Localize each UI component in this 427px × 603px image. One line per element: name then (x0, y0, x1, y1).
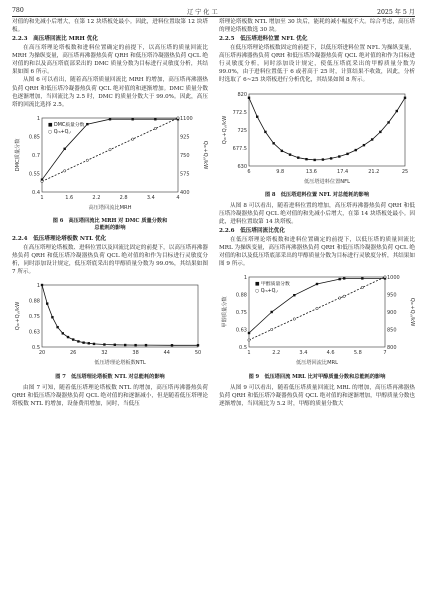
data-point (62, 333, 64, 335)
x-tick-label: 1 (247, 350, 251, 357)
legend-entry: ■ 甲醇质量分数 (255, 282, 290, 288)
figure-9 (219, 271, 415, 370)
data-point (363, 144, 365, 146)
data-point (293, 318, 295, 320)
section-heading: 2.2.4 低压塔理论塔板数 NTL 优化 (12, 236, 107, 243)
y-tick-label: 0.5 (239, 345, 247, 352)
y2-tick-label: 800 (387, 345, 397, 352)
figure-7-caption: 图 7 低压塔理论塔板数 NTL 对总能耗的影响 (55, 373, 165, 380)
y-tick-label: 0.63 (235, 327, 247, 334)
x-tick-label: 9.8 (276, 168, 285, 175)
data-point (154, 118, 156, 120)
data-point (171, 345, 173, 347)
data-point (338, 155, 340, 157)
y2-tick-label: 1100 (180, 116, 193, 123)
x-axis-label: 低压塔理论塔板数NTL (94, 360, 146, 367)
data-point (338, 297, 340, 299)
page-number: 780 (12, 7, 24, 14)
x-tick-label: 25 (401, 168, 409, 175)
y-tick-label: 630 (237, 163, 247, 170)
data-point (248, 332, 250, 334)
data-point (281, 149, 283, 151)
data-point (77, 341, 79, 343)
legend-entry: ○ Qᵣₕ+Q꜀ₗ (255, 289, 278, 295)
paragraph: 由图 7 可知，随着低压塔理论塔板数 NTL 的增加，高压塔再沸器热负荷 QRH 和低压塔冷凝器热负荷 QCL 绝对值的和逐渐减小，但是随着低压塔理论塔板数 NTL 的增加，设备费用增加，同时，当低压 (12, 384, 208, 408)
data-point (72, 339, 74, 341)
data-point (396, 109, 398, 111)
data-point (343, 296, 345, 298)
right-column (219, 18, 415, 408)
section-heading: 2.2.5 低压塔进料位置 NFL 优化 (219, 36, 308, 43)
legend-entry: ■ DMC质量分数 (48, 123, 85, 129)
data-point (355, 149, 357, 151)
y-tick-label: 677.5 (232, 145, 247, 152)
data-point (46, 303, 48, 305)
x-tick-label: 26 (70, 350, 77, 357)
issue-date: 2025 年 5 月 (377, 9, 415, 16)
fig9-chart (219, 271, 415, 367)
paragraph: 在高压塔理论塔板数和进料位置确定的前提下，以高压塔的质量回流比 MRH 为操纵变量，高压塔再沸器热负荷 QRH 和低压塔冷凝器热负荷 QCL 绝对值的和以及高压塔底部采出的 DMC 质量分数为目标进行灵敏度分析，其结果如图 6 所示。 (12, 44, 208, 76)
plot-frame (249, 277, 385, 347)
y-tick-label: 0.7 (32, 153, 40, 160)
x-tick-label: 50 (194, 350, 202, 357)
paragraph: 从图 8 可以看出，随着进料位置的增加，高压塔再沸器热负荷 QRH 和低压塔冷凝器热负荷 QCL 绝对值的和先减小后增大，在第 14 块塔板处最小。因此，进料位置取第 14 块塔板。 (219, 202, 415, 226)
y-tick-label: 0.75 (235, 310, 247, 317)
y2-tick-label: 575 (180, 171, 190, 178)
y-tick-label: 1 (36, 116, 40, 123)
x-tick-label: 5.8 (353, 350, 362, 357)
x-tick-label: 38 (132, 350, 139, 357)
data-point (109, 149, 111, 151)
y2-tick-label: 925 (180, 134, 190, 141)
x-tick-label: 17.4 (337, 168, 349, 175)
plot-frame (42, 285, 198, 347)
y-tick-label: 772.5 (232, 109, 247, 116)
data-point (264, 130, 266, 132)
data-point (131, 138, 133, 140)
data-point (41, 284, 43, 286)
x-tick-label: 1 (40, 195, 44, 202)
x-tick-label: 21.2 (368, 168, 380, 175)
x-tick-label: 20 (38, 350, 46, 357)
data-point (316, 308, 318, 310)
data-point (256, 115, 258, 117)
section-heading: 2.2.3 高压塔回流比 MRH 优化 (12, 36, 98, 43)
data-point (289, 153, 291, 155)
data-point (86, 123, 88, 125)
data-point (248, 339, 250, 341)
series-line (42, 285, 198, 345)
x-tick-label: 32 (101, 350, 108, 357)
series-line (249, 97, 405, 159)
x-tick-label: 2.8 (119, 195, 128, 202)
data-point (371, 138, 373, 140)
y2-axis-label: Qᵣₕ+Q꜀ₗ/kW (202, 140, 208, 170)
data-point (114, 344, 116, 346)
data-point (387, 121, 389, 123)
y-tick-label: 0.88 (235, 292, 247, 299)
data-point (361, 287, 363, 289)
paragraph: 从图 6 可以看出，随着高压塔质量回流比 MRH 的增加，高压塔再沸器热负荷 QRH 和低压塔冷凝器热负荷 QCL 绝对值的和逐渐增加。DMC 质量分数也逐渐增加，当回流比为 2.5 时，DMC 的质量分数大于 99.0%。因此，高压塔的回流比选择 2.5。 (12, 77, 208, 109)
x-axis-label: 高压塔回流比MRH (88, 205, 132, 212)
y-axis-label: Qᵣₕ+Q꜀ₗ/kW (15, 302, 21, 331)
data-point (384, 276, 386, 278)
paragraph: 在高压塔理论塔板数、进料位置以及回流比固定的前提下，以高压塔再沸器热负荷 QRH 和低压塔冷凝器热负荷 QCL 绝对值的和作为目标进行灵敏度分析，同时添加设计规定，低压塔底采出的甲醇质量分数为 99.0%，其结果如图 7 所示。 (12, 244, 208, 276)
data-point (404, 96, 406, 98)
fig8-chart (219, 88, 415, 186)
x-tick-label: 1.6 (65, 195, 74, 202)
figure-9-caption: 图 9 低压塔回流 MRL 比对甲醇质量分数和总能耗的影响 (248, 373, 386, 380)
y-tick-label: 0.88 (28, 298, 40, 305)
data-point (270, 329, 272, 331)
data-point (346, 152, 348, 154)
y2-tick-label: 400 (180, 190, 190, 197)
data-point (86, 159, 88, 161)
paragraph: 塔理论塔板数 NTL 增加至 30 块后，能耗的减小幅度不大。综合考虑，高压塔的理论塔板数选 30 块。 (219, 19, 415, 34)
data-point (51, 316, 53, 318)
data-point (361, 278, 363, 280)
y2-tick-label: 1000 (387, 275, 400, 282)
data-point (93, 343, 95, 345)
data-point (88, 343, 90, 345)
paragraph: 从图 9 可以看出，随着低压塔质量回流比 MRL 的增加，高压塔再沸器热负荷 QRH 和低压塔冷凝器热负荷 QCL 绝对值的和逐渐增加，甲醇质量分数也逐渐增加，当回流比为 5.2 时，甲醇的质量分数大 (219, 384, 415, 408)
paragraph: 在低压塔理论塔板数和进料位置确定的前提下，以低压塔的质量回流比 MRL 为操纵变量，高压塔再沸器热负荷 QRH 和低压塔冷凝器热负荷 QCL 绝对值的和以及低压塔底部采出的甲醇质量分数为目标进行灵敏度分析，其结果如图 9 所示。 (219, 236, 415, 268)
paragraph: 在低压塔理论塔板数固定的前提下，以低压塔进料位置 NFL 为操纵变量，高压塔再沸器热负荷 QRH 和低压塔冷凝器热负荷 QCL 绝对值的和作为目标进行灵敏度分析，同时添加设计规定，使低压塔底采出的甲醇质量分数为 99.0%，由于进料位置低于 6 或者高于 25 时，计算结果不收敛，因此，分析时选取了 6~25 块塔板进行分析优化，其结果如图 8 所示。 (219, 44, 415, 84)
figure-6-caption: 图 6 高压塔回流比 MRH 对 DMC 质量分数和 总能耗的影响 (52, 218, 168, 232)
data-point (293, 294, 295, 296)
data-point (103, 344, 105, 346)
data-point (330, 157, 332, 159)
x-tick-label: 4.6 (326, 350, 335, 357)
y-tick-label: 0.55 (28, 171, 40, 178)
y-tick-label: 1 (243, 275, 247, 282)
fig7-chart (12, 279, 208, 367)
data-point (131, 118, 133, 120)
x-tick-label: 13.6 (305, 168, 317, 175)
data-point (109, 118, 111, 120)
data-point (145, 344, 147, 346)
x-axis-label: 低压塔回流比MRL (295, 360, 339, 367)
x-tick-label: 3.4 (146, 195, 155, 202)
data-point (343, 278, 345, 280)
x-tick-label: 2.2 (92, 195, 101, 202)
y2-tick-label: 900 (387, 310, 397, 317)
y2-tick-label: 950 (387, 292, 397, 299)
data-point (297, 156, 299, 158)
y-tick-label: 0.75 (28, 314, 40, 321)
y-tick-label: 820 (237, 91, 247, 98)
legend-entry: ○ Qᵣₕ+Q꜀ₗ (48, 130, 71, 136)
figure-8-caption: 图 8 低压塔进料位置 NFL 对总能耗的影响 (264, 191, 370, 198)
data-point (134, 344, 136, 346)
data-point (313, 158, 315, 160)
data-point (41, 180, 43, 182)
paragraph: 对值的和先减小后增大，在第 12 块塔板处最小。因此，进料位置取第 12 块塔板。 (12, 19, 208, 34)
data-point (270, 311, 272, 313)
data-point (248, 96, 250, 98)
y-tick-label: 725 (237, 127, 247, 134)
y-axis-label: 甲醇质量分数 (222, 296, 228, 329)
data-point (322, 158, 324, 160)
y2-axis-label: Qᵣₕ+Q꜀ₗ/kW (409, 298, 415, 327)
y-axis-label: Qᵣₕ+Q꜀ₗ/kW (222, 115, 228, 144)
x-tick-label: 2.2 (272, 350, 281, 357)
data-point (379, 130, 381, 132)
y-tick-label: 0.63 (28, 329, 40, 336)
fig6-chart (12, 112, 208, 212)
y2-tick-label: 850 (387, 327, 397, 334)
x-tick-label: 3.4 (299, 350, 308, 357)
data-point (154, 128, 156, 130)
figure-8 (219, 88, 415, 189)
x-tick-label: 44 (163, 350, 170, 357)
x-tick-label: 6 (247, 168, 251, 175)
y-tick-label: 0.4 (32, 190, 40, 197)
data-point (316, 283, 318, 285)
section-heading: 2.2.6 低压塔回流比优化 (219, 228, 285, 235)
y2-tick-label: 750 (180, 153, 190, 160)
x-tick-label: 7 (383, 350, 387, 357)
y-tick-label: 0.85 (28, 134, 40, 141)
figure-6 (12, 112, 208, 215)
journal-name: 辽 宁 化 工 (187, 9, 218, 16)
y-tick-label: 1 (36, 283, 40, 290)
data-point (56, 326, 58, 328)
page-header (12, 6, 415, 17)
y-tick-label: 0.5 (32, 345, 40, 352)
y-axis-label: DMC质量分数 (15, 138, 21, 172)
data-point (67, 336, 69, 338)
left-column (12, 18, 208, 408)
data-point (124, 344, 126, 346)
x-axis-label: 低压塔进料位置NFL (303, 178, 351, 185)
data-point (338, 278, 340, 280)
figure-7 (12, 279, 208, 370)
data-point (197, 345, 199, 347)
data-point (305, 158, 307, 160)
data-point (63, 170, 65, 172)
x-tick-label: 4 (176, 195, 180, 202)
data-point (177, 117, 179, 119)
data-point (63, 148, 65, 150)
data-point (272, 142, 274, 144)
data-point (82, 342, 84, 344)
